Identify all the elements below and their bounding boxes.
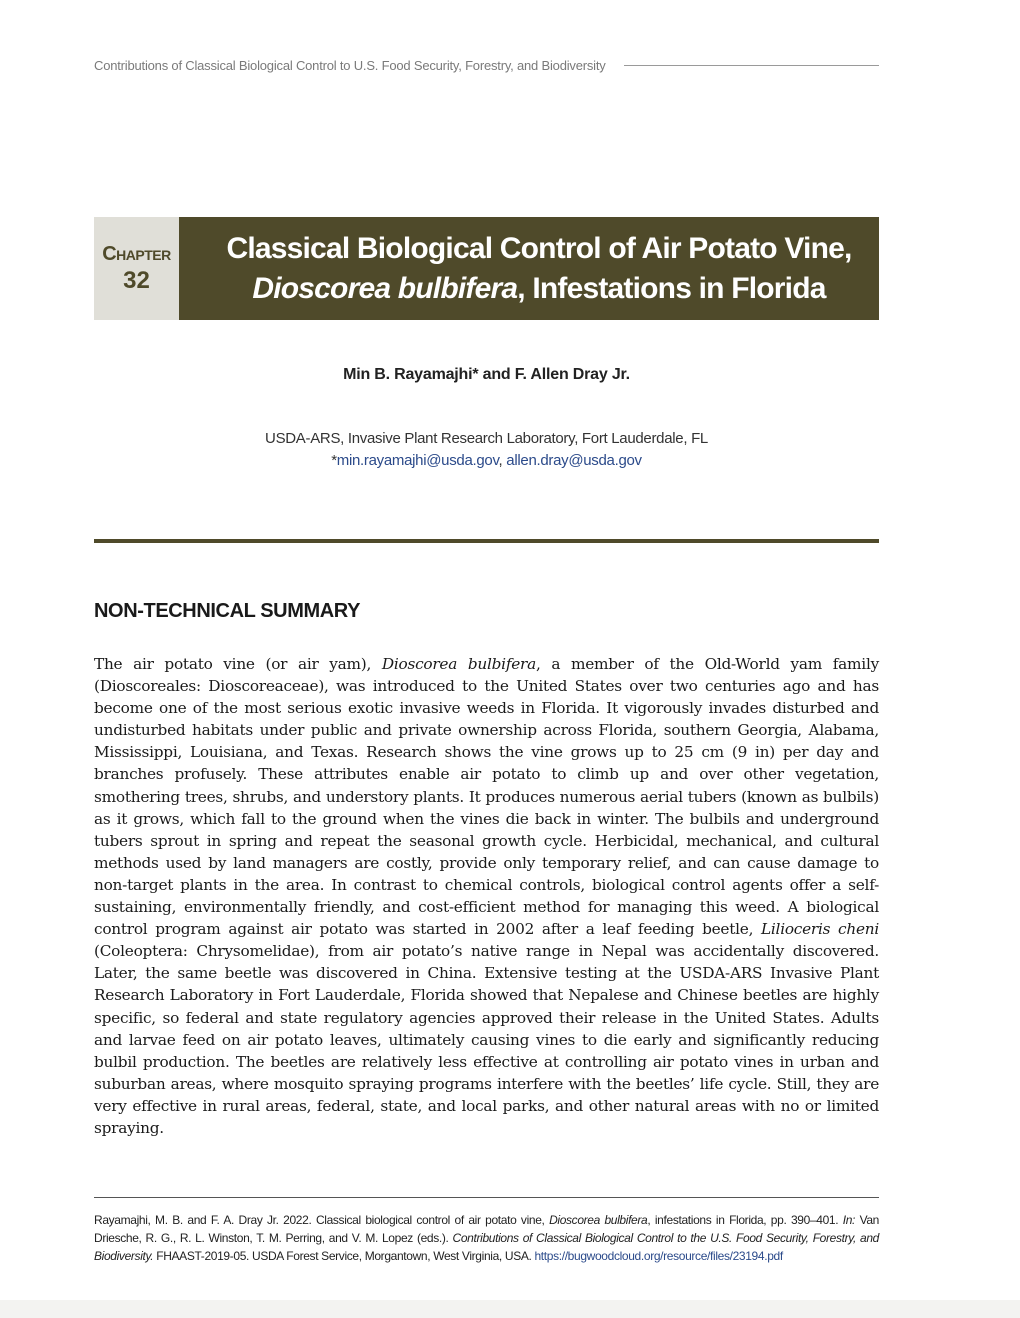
email-separator: ,: [498, 452, 507, 469]
citation-text-4: FHAAST-2019-05. USDA Forest Service, Morgantown, West Virginia, USA.: [153, 1249, 535, 1263]
citation-url-link[interactable]: https://bugwoodcloud.org/resource/files/23194.pdf: [534, 1249, 783, 1263]
chapter-title: [179, 217, 879, 320]
summary-text-3: (Coleoptera: Chrysomelidae), from air potato’s native range in Nepal was accidentally discovered. Later, the same beetle was discovered in China. Extensive testing at the USDA-ARS Invasive Plant Research Laboratory in Fort Lauderdale, Florida showed that Nepalese and Chinese beetles are highly specific, so federal and state regulatory agencies approved their release in the United States. Adults and larvae feed on air potato leaves, ultimately causing vines to die early and significantly reducing bulbil production. The beetles are relatively less effective at controlling air potato vines in urban and suburban areas, where mosquito spraying programs interfere with the beetles’ life cycle. Still, they are very effective in rural areas, federal, state, and local parks, and other natural areas with no or limited spraying.: [94, 942, 879, 1137]
footer-rule: [94, 1197, 879, 1198]
authors: Min B. Rayamajhi* and F. Allen Dray Jr.: [343, 366, 630, 383]
citation-text-3: Van Driesche, R. G., R. L. Winston, T. M. Perring, and V. M. Lopez (eds.).: [94, 1213, 879, 1245]
citation-text-2: , infestations in Florida, pp. 390–401.: [647, 1213, 843, 1227]
summary-species-1: Dioscorea bulbifera: [381, 655, 536, 673]
email-link-dray[interactable]: allen.dray@usda.gov: [506, 452, 642, 469]
chapter-title-line1: Classical Biological Control of Air Potato Vine,: [226, 231, 852, 265]
citation-text-1: Rayamajhi, M. B. and F. A. Dray Jr. 2022. Classical biological control of air potato vine,: [94, 1213, 550, 1227]
affiliation-emails: [94, 450, 879, 472]
summary-text-2: , a member of the Old-World yam family (Dioscoreales: Dioscoreaceae), was introduced to the United States over two centuries ago and has become one of the most serious exotic invasive weeds in Florida. It vigorously invades disturbed and undisturbed habitats under public and private ownership across Florida, southern Georgia, Alabama, Mississippi, Louisiana, and Texas. Research shows the vine grows up to 25 cm (9 in) per day and branches profusely. These attributes enable air potato to climb up and over other vegetation, smothering trees, shrubs, and understory plants. It produces numerous aerial tubers (known as bulbils) as it grows, which fall to the ground when the vines die back in winter. The bulbils and underground tubers sprout in spring and repeat the seasonal growth cycle. Herbicidal, mechanical, and cultural methods used by land managers are costly, provide only temporary relief, and can cause damage to non-target plants in the area. In contrast to chemical controls, biological control agents offer a self-sustaining, environmentally friendly, and cost-efficient method for managing this weed. A biological control program against air potato was started in 2002 after a leaf feeding beetle,: [94, 655, 879, 939]
summary-species-2: Lilioceris cheni: [761, 920, 879, 939]
email-prefix: *: [331, 452, 337, 469]
citation-in-label: In:: [842, 1213, 856, 1227]
summary-paragraph: [94, 653, 879, 1139]
running-header-text: Contributions of Classical Biological Control to U.S. Food Security, Forestry, and Biodiversity: [94, 58, 606, 73]
chapter-banner: [94, 217, 879, 320]
citation-species: Dioscorea bulbifera: [549, 1213, 648, 1227]
affiliation: [94, 428, 879, 472]
citation: [94, 1211, 879, 1265]
citation-book-title: Contributions of Classical Biological Control to the U.S. Food Security, Forestry, and Biodiversity.: [94, 1231, 879, 1263]
summary-text-1: The air potato vine (or air yam),: [94, 655, 382, 673]
chapter-label-box: [94, 217, 179, 320]
running-header-rule: [624, 65, 879, 66]
chapter-number: 32: [123, 266, 150, 294]
running-header: [94, 58, 879, 73]
chapter-word: Chapter: [102, 242, 171, 265]
section-heading: NON-TECHNICAL SUMMARY: [94, 600, 361, 622]
affiliation-institution: USDA-ARS, Invasive Plant Research Laboratory, Fort Lauderdale, FL: [265, 430, 708, 447]
chapter-title-species: Dioscorea bulbifera: [252, 271, 518, 305]
email-link-rayamajhi[interactable]: min.rayamajhi@usda.gov: [336, 452, 499, 469]
chapter-title-line2: [252, 269, 825, 309]
section-divider: [94, 539, 879, 543]
chapter-title-line2-rest: , Infestations in Florida: [517, 271, 826, 305]
